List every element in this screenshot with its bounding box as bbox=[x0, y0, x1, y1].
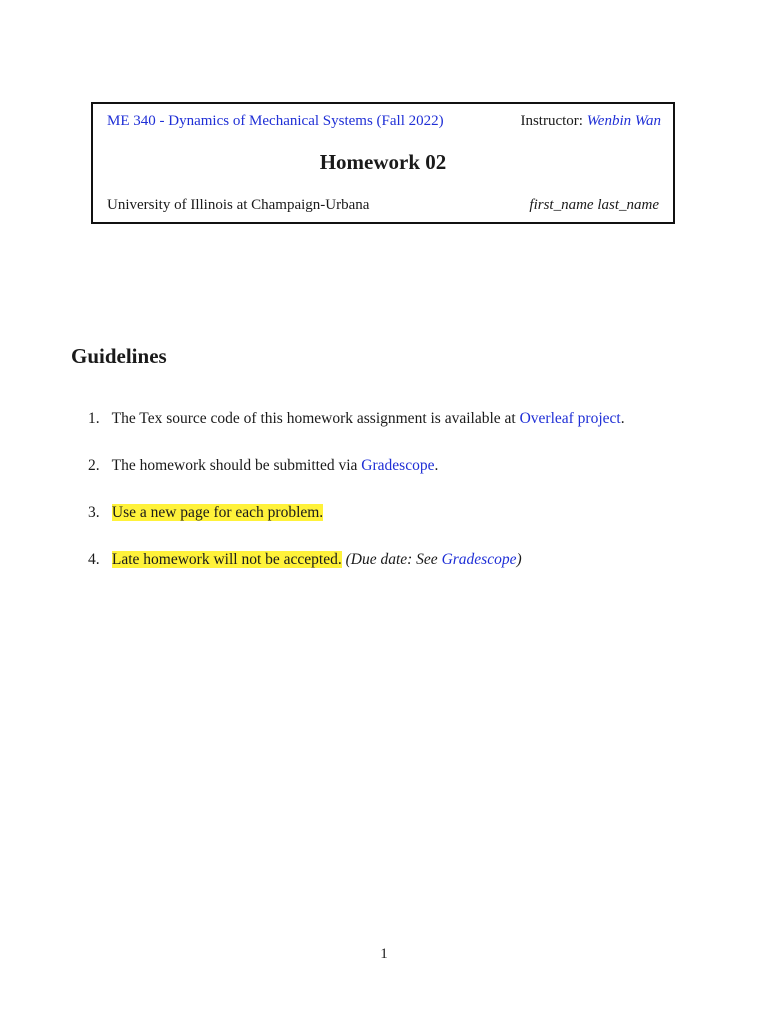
instructor-label: Instructor: bbox=[520, 113, 583, 129]
item-number: 2. bbox=[88, 457, 100, 474]
gradescope-link[interactable]: Gradescope bbox=[361, 457, 435, 474]
guideline-item-3 bbox=[88, 504, 625, 551]
gradescope-due-link[interactable]: Gradescope bbox=[441, 551, 517, 568]
guideline-item-1 bbox=[88, 410, 625, 457]
item-text: The Tex source code of this homework assignment is available at bbox=[111, 410, 520, 427]
guidelines-heading: Guidelines bbox=[71, 344, 167, 368]
page-number: 1 bbox=[380, 946, 388, 962]
item-suffix: . bbox=[620, 410, 625, 427]
course-title-link[interactable]: ME 340 - Dynamics of Mechanical Systems (Fall 2022) bbox=[107, 113, 444, 129]
overleaf-project-link[interactable]: Overleaf project bbox=[519, 410, 621, 427]
guideline-item-2 bbox=[88, 457, 625, 504]
instructor-name-link[interactable]: Wenbin Wan bbox=[586, 113, 661, 129]
guidelines-list bbox=[88, 410, 625, 598]
item-number: 4. bbox=[88, 551, 100, 568]
homework-title: Homework 02 bbox=[319, 150, 447, 174]
item-number: 1. bbox=[88, 410, 100, 427]
student-name: first_name last_name bbox=[529, 197, 659, 213]
due-date-note bbox=[346, 551, 522, 568]
instructor-line bbox=[520, 113, 661, 130]
note-suffix: ) bbox=[516, 551, 522, 568]
note-prefix: (Due date: See bbox=[345, 551, 442, 568]
highlighted-text: Use a new page for each problem. bbox=[111, 504, 324, 521]
university-name: University of Illinois at Champaign-Urbana bbox=[107, 197, 370, 213]
highlighted-text: Late homework will not be accepted. bbox=[111, 551, 342, 568]
guideline-item-4 bbox=[88, 551, 625, 598]
item-number: 3. bbox=[88, 504, 100, 521]
header-box bbox=[91, 102, 675, 224]
item-text: The homework should be submitted via bbox=[111, 457, 362, 474]
item-suffix: . bbox=[434, 457, 439, 474]
